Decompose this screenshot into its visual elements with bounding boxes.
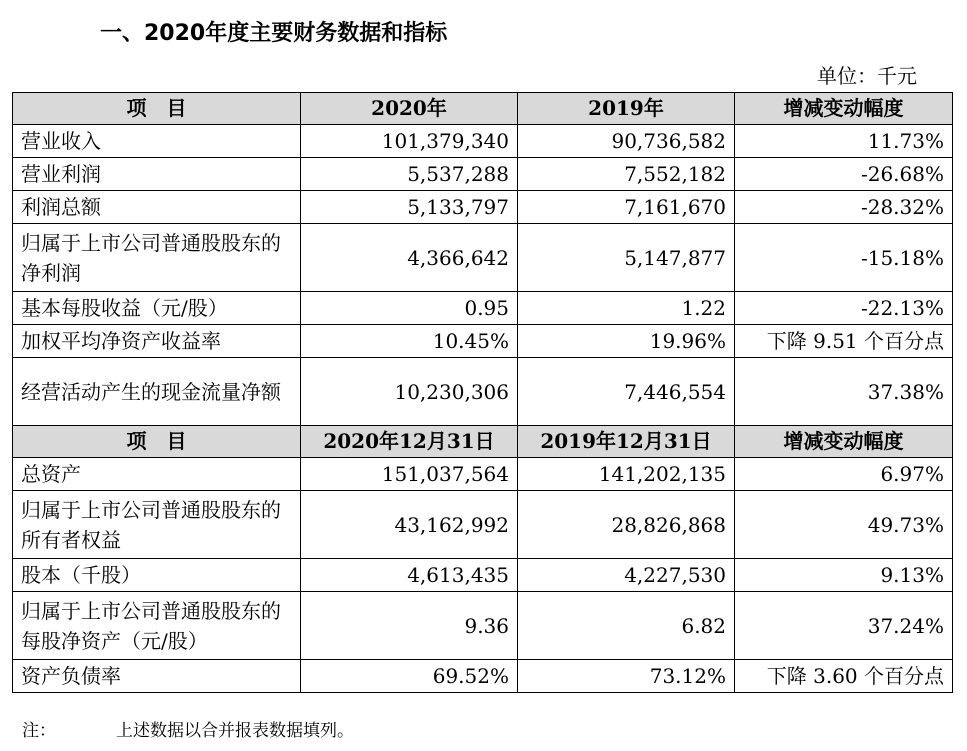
value-change: 9.13% — [735, 559, 953, 592]
value-2020: 10,230,306 — [301, 358, 518, 426]
header-item: 项 目 — [13, 426, 301, 458]
table-row — [13, 592, 953, 660]
table1-header-row — [13, 93, 953, 125]
value-2019: 19.96% — [518, 325, 735, 358]
header-2019-date: 2019年12月31日 — [518, 426, 735, 458]
row-label: 加权平均净资产收益率 — [13, 325, 301, 358]
value-change: 49.73% — [735, 491, 953, 559]
value-change: -15.18% — [735, 224, 953, 292]
table-row — [13, 358, 953, 426]
financial-table — [12, 92, 953, 693]
value-2019: 7,552,182 — [518, 158, 735, 191]
row-label: 归属于上市公司普通股股东的净利润 — [13, 224, 301, 292]
table-row — [13, 125, 953, 158]
value-2019: 90,736,582 — [518, 125, 735, 158]
value-2020: 0.95 — [301, 292, 518, 325]
value-2020: 5,133,797 — [301, 191, 518, 224]
value-2019: 5,147,877 — [518, 224, 735, 292]
value-2019: 6.82 — [518, 592, 735, 660]
value-change: 37.38% — [735, 358, 953, 426]
table-row — [13, 325, 953, 358]
table-row — [13, 458, 953, 491]
value-2020: 9.36 — [301, 592, 518, 660]
value-2020: 151,037,564 — [301, 458, 518, 491]
value-change: 6.97% — [735, 458, 953, 491]
value-2019: 73.12% — [518, 660, 735, 693]
page-title: 一、2020年度主要财务数据和指标 — [100, 21, 448, 46]
value-change: 下降 3.60 个百分点 — [735, 660, 953, 693]
value-2020: 4,613,435 — [301, 559, 518, 592]
value-2019: 1.22 — [518, 292, 735, 325]
table-row — [13, 559, 953, 592]
value-2019: 7,161,670 — [518, 191, 735, 224]
header-2020-date: 2020年12月31日 — [301, 426, 518, 458]
header-change: 增减变动幅度 — [735, 93, 953, 125]
header-2019: 2019年 — [518, 93, 735, 125]
row-label: 总资产 — [13, 458, 301, 491]
value-change: 37.24% — [735, 592, 953, 660]
value-change: -28.32% — [735, 191, 953, 224]
row-label: 资产负债率 — [13, 660, 301, 693]
value-2020: 4,366,642 — [301, 224, 518, 292]
header-change: 增减变动幅度 — [735, 426, 953, 458]
row-label: 利润总额 — [13, 191, 301, 224]
value-2019: 28,826,868 — [518, 491, 735, 559]
value-2020: 43,162,992 — [301, 491, 518, 559]
header-2020: 2020年 — [301, 93, 518, 125]
value-change: 11.73% — [735, 125, 953, 158]
value-2020: 69.52% — [301, 660, 518, 693]
value-2020: 5,537,288 — [301, 158, 518, 191]
row-label: 基本每股收益（元/股） — [13, 292, 301, 325]
table2-header-row — [13, 426, 953, 458]
value-2019: 4,227,530 — [518, 559, 735, 592]
row-label: 归属于上市公司普通股股东的所有者权益 — [13, 491, 301, 559]
value-2020: 10.45% — [301, 325, 518, 358]
row-label: 股本（千股） — [13, 559, 301, 592]
value-change: -22.13% — [735, 292, 953, 325]
value-2019: 141,202,135 — [518, 458, 735, 491]
value-2019: 7,446,554 — [518, 358, 735, 426]
value-change: -26.68% — [735, 158, 953, 191]
row-label: 归属于上市公司普通股股东的每股净资产（元/股） — [13, 592, 301, 660]
header-item: 项 目 — [13, 93, 301, 125]
footnote — [22, 716, 354, 741]
value-change: 下降 9.51 个百分点 — [735, 325, 953, 358]
row-label: 经营活动产生的现金流量净额 — [13, 358, 301, 426]
footnote-label: 注： — [22, 721, 56, 741]
table-row — [13, 292, 953, 325]
unit-label: 单位：千元 — [817, 64, 917, 88]
value-2020: 101,379,340 — [301, 125, 518, 158]
table-row — [13, 660, 953, 693]
table-row — [13, 191, 953, 224]
table-row — [13, 158, 953, 191]
table-row — [13, 491, 953, 559]
row-label: 营业利润 — [13, 158, 301, 191]
footnote-text: 上述数据以合并报表数据填列。 — [116, 721, 354, 741]
table-row — [13, 224, 953, 292]
row-label: 营业收入 — [13, 125, 301, 158]
